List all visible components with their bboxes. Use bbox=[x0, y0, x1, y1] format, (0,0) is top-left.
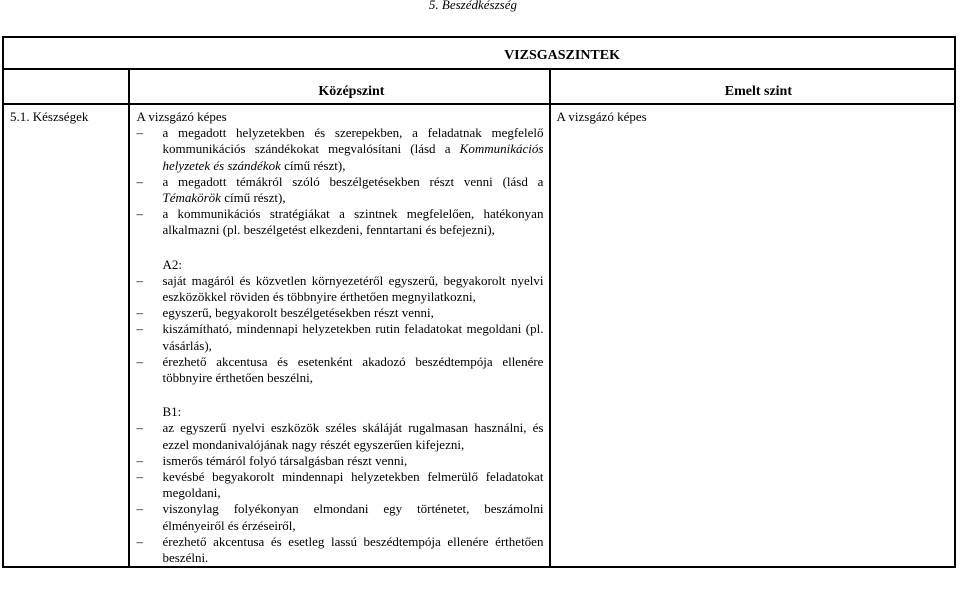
list-item bbox=[136, 501, 543, 533]
empty-header-cell bbox=[3, 69, 129, 104]
column-header-intermediate: Középszint bbox=[129, 69, 550, 104]
table-title: VIZSGASZINTEK bbox=[3, 37, 955, 69]
advanced-intro: A vizsgázó képes bbox=[556, 109, 647, 124]
dash-bullet: – bbox=[136, 353, 143, 369]
item-text: című részt), bbox=[220, 190, 286, 206]
skills-row bbox=[3, 104, 955, 567]
list-item bbox=[136, 420, 543, 452]
dash-bullet: – bbox=[136, 305, 143, 321]
base-list bbox=[136, 125, 543, 238]
item-text: viszonylag folyékonyan elmondani egy történetet, beszámolni élményeiről és érzéseiről, bbox=[162, 501, 544, 533]
dash-bullet: – bbox=[136, 206, 143, 222]
table-title-row bbox=[3, 37, 955, 69]
item-text: ismerős témáról folyó társalgásban részt venni, bbox=[162, 452, 408, 468]
column-header-advanced: Emelt szint bbox=[550, 69, 955, 104]
item-text: a megadott helyzetekben és szerepekben, a feladatnak megfelelő kommunikációs szándékokat megvalósítani (lásd a bbox=[162, 125, 544, 157]
list-item bbox=[136, 469, 543, 501]
item-text-italic: Témakörök bbox=[162, 190, 221, 206]
dash-bullet: – bbox=[136, 272, 143, 288]
item-text: az egyszerű nyelvi eszközök széles skáláját rugalmasan használni, és ezzel mondanivalójának nagy részét egyszerűen kifejezni, bbox=[162, 420, 544, 452]
dash-bullet: – bbox=[136, 501, 143, 517]
dash-bullet: – bbox=[136, 321, 143, 337]
list-item bbox=[136, 354, 543, 386]
item-text: saját magáról és közvetlen környezetéről egyszerű, begyakorolt nyelvi eszközökkel röviden és többnyire érthetően megnyilatkozni, bbox=[162, 272, 544, 305]
item-text: című részt), bbox=[280, 157, 346, 173]
intermediate-cell bbox=[129, 104, 550, 567]
dash-bullet: – bbox=[136, 533, 143, 549]
dash-bullet: – bbox=[136, 469, 143, 485]
a2-list bbox=[136, 273, 543, 386]
level-a2-label: A2: bbox=[162, 256, 182, 272]
item-text: érezhető akcentusa és esetenként akadozó beszédtempója ellenére többnyire érthetően beszélni, bbox=[162, 353, 544, 386]
list-item bbox=[136, 453, 543, 469]
exam-levels-table bbox=[2, 36, 956, 568]
list-item bbox=[136, 305, 543, 321]
item-text: a kommunikációs stratégiákat a szintnek megfelelően, hatékonyan alkalmazni (pl. beszélgetést elkezdeni, fenntartani és befejezni), bbox=[162, 206, 544, 238]
list-item bbox=[136, 174, 543, 206]
item-text: a megadott témákról szóló beszélgetésekben részt venni (lásd a bbox=[162, 173, 544, 189]
column-header-row bbox=[3, 69, 955, 104]
level-b1-label: B1: bbox=[162, 404, 182, 420]
item-text: érezhető akcentusa és esetleg lassú beszédtempója ellenére érthetően beszélni. bbox=[162, 533, 544, 566]
dash-bullet: – bbox=[136, 125, 143, 141]
list-item bbox=[136, 534, 543, 566]
item-text: kiszámítható, mindennapi helyzetekben rutin feladatokat megoldani (pl. vásárlás), bbox=[162, 321, 544, 353]
item-text: kevésbé begyakorolt mindennapi helyzetekben felmerülő feladatokat megoldani, bbox=[162, 469, 544, 501]
item-text-italic: Kommunikációs helyzetek és szándékok bbox=[162, 141, 544, 173]
dash-bullet: – bbox=[136, 452, 143, 468]
list-item bbox=[136, 125, 543, 174]
list-item bbox=[136, 273, 543, 305]
b1-list bbox=[136, 420, 543, 566]
intermediate-intro: A vizsgázó képes bbox=[136, 109, 227, 124]
list-item bbox=[136, 206, 543, 238]
running-header: 5. Beszédkészség bbox=[428, 0, 517, 12]
list-item bbox=[136, 321, 543, 353]
row-label: 5.1. Készségek bbox=[3, 104, 129, 567]
dash-bullet: – bbox=[136, 420, 143, 436]
dash-bullet: – bbox=[136, 173, 143, 189]
item-text: egyszerű, begyakorolt beszélgetésekben részt venni, bbox=[162, 305, 434, 321]
advanced-cell bbox=[550, 104, 955, 567]
